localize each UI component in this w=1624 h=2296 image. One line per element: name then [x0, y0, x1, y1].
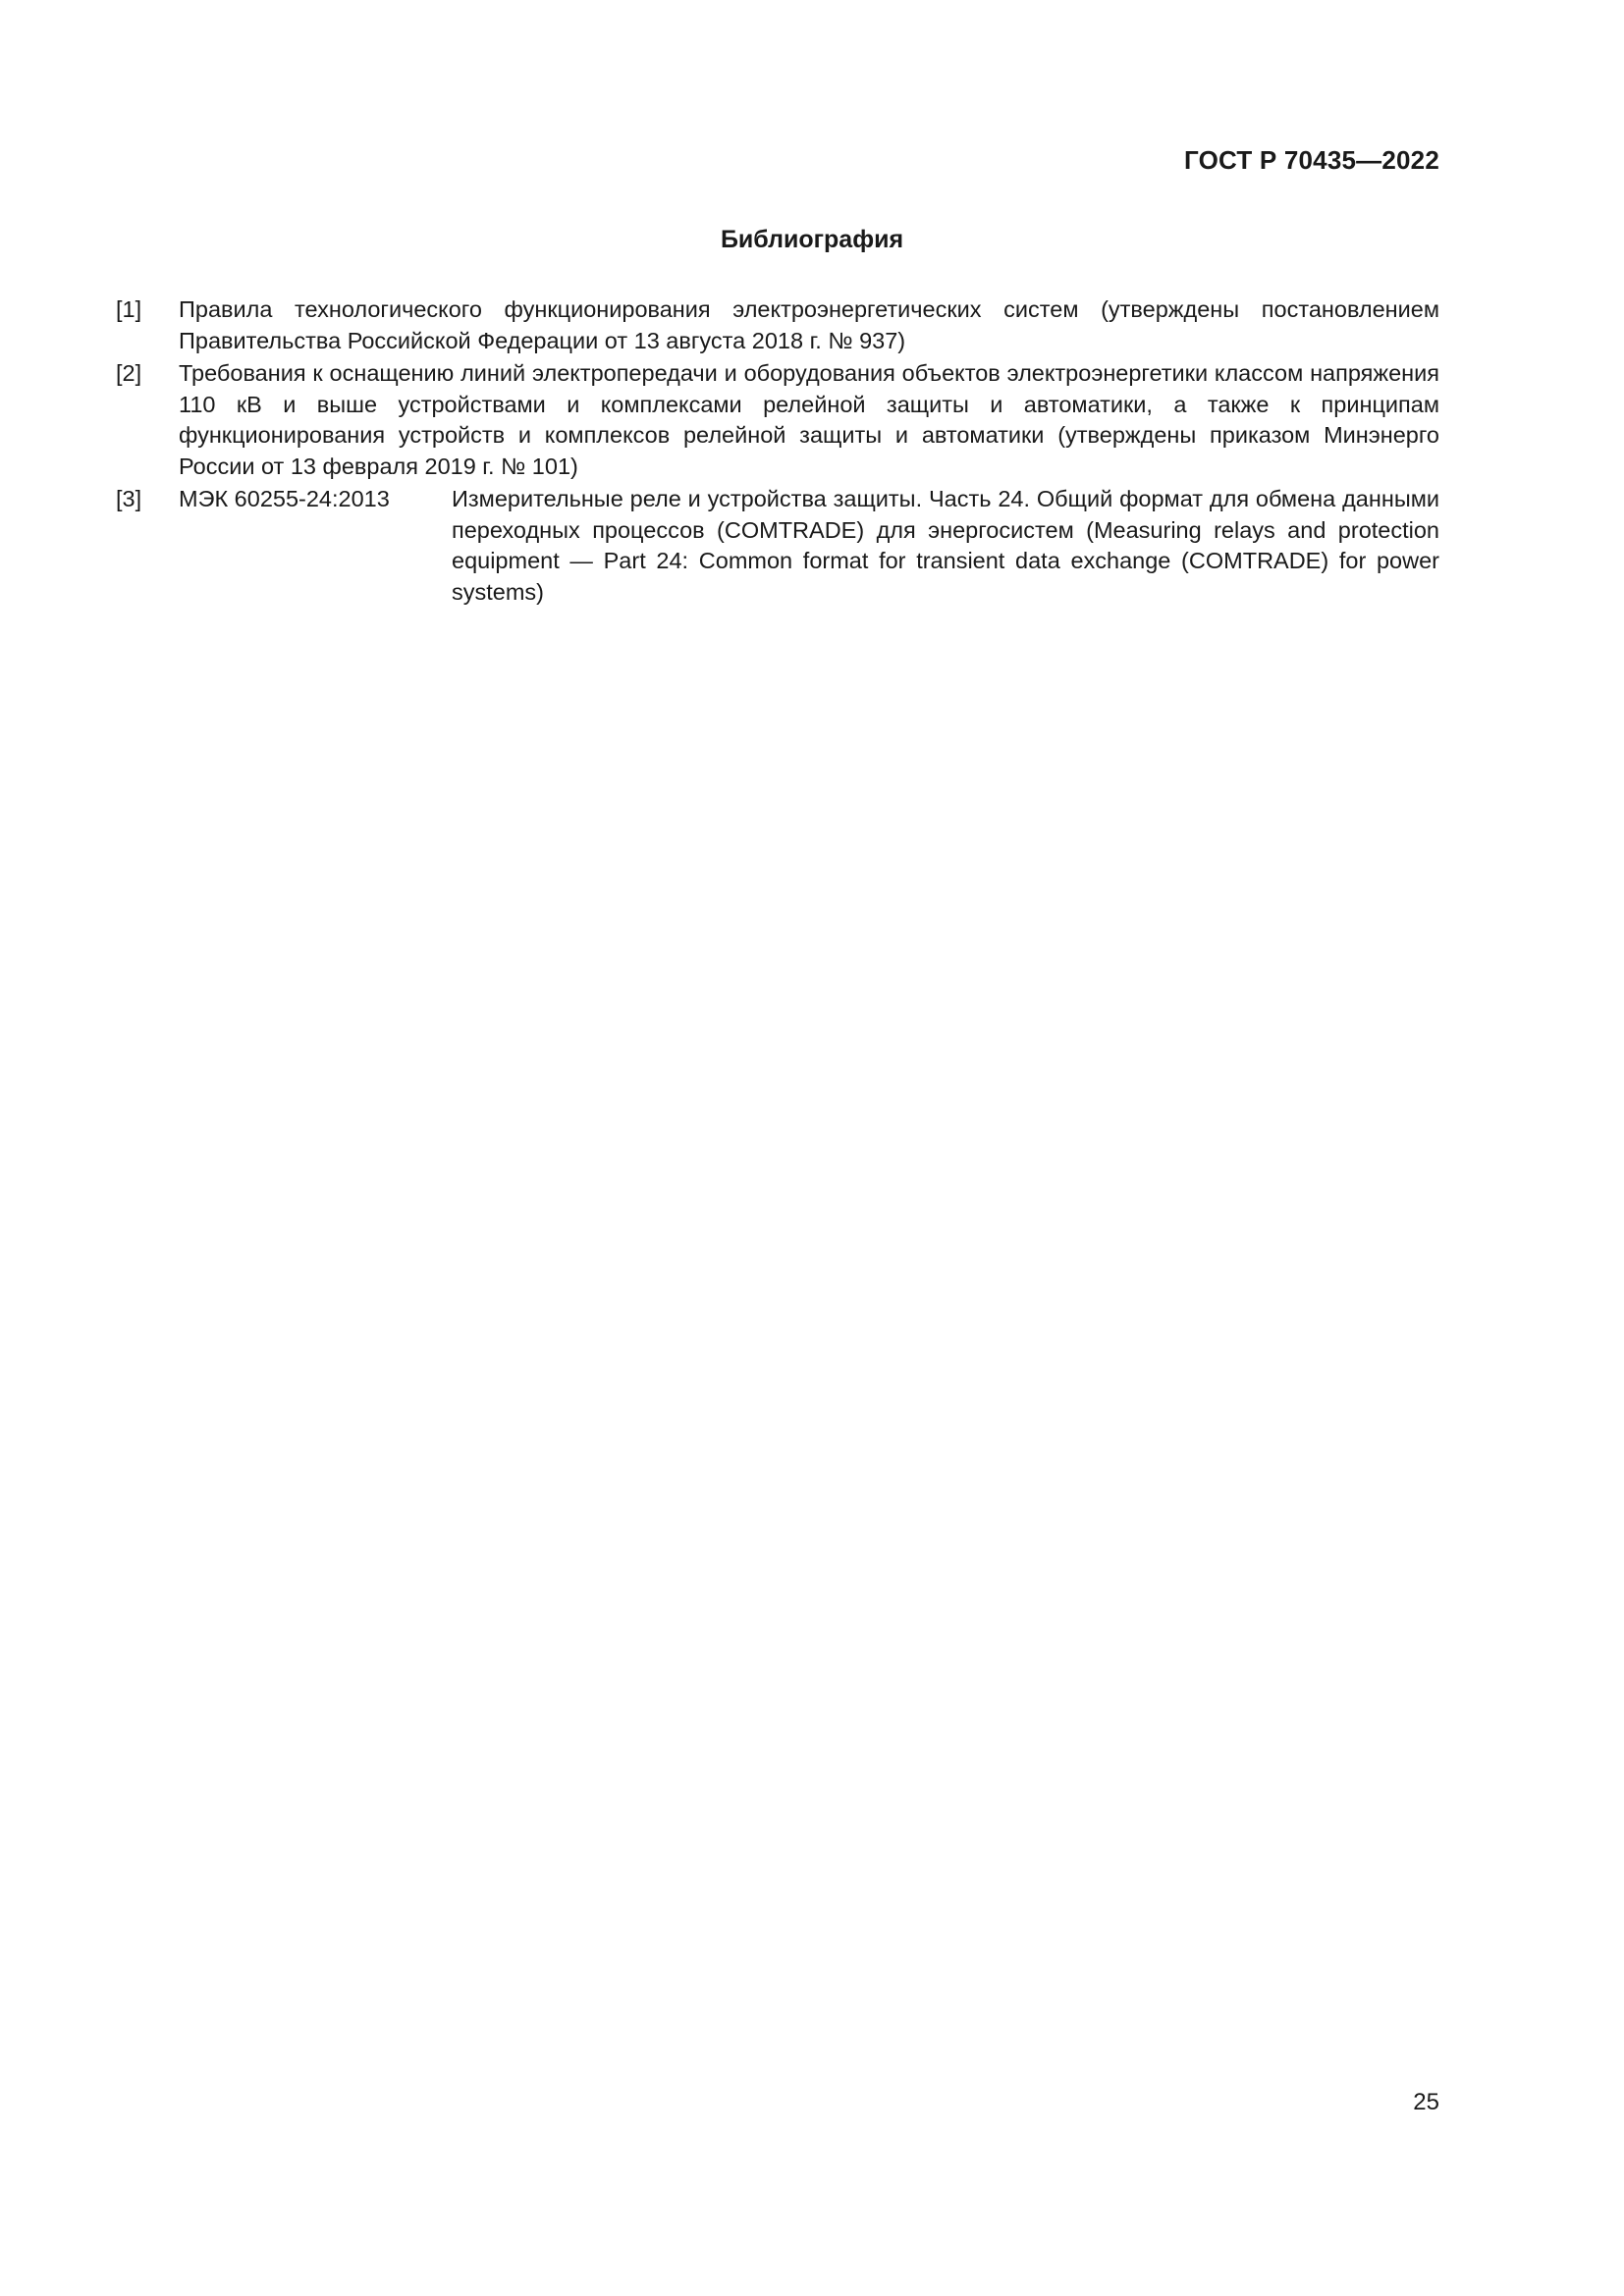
section-title: Библиография: [720, 226, 904, 253]
page-number: 25: [1413, 2089, 1439, 2115]
document-code: ГОСТ Р 70435—2022: [1184, 145, 1439, 175]
bibliography-entry-text: Измерительные реле и устройства защиты. Часть 24. Общий формат для обмена данными переходных процессов (COMTRADE) для энергосистем (Measuring relays and protection equipment — Part 24: Common format for transient data exchange (COMTRADE) for power systems): [452, 486, 1439, 605]
bibliography-entry-standard-code: МЭК 60255-24:2013: [179, 486, 390, 511]
bibliography-entry: [116, 294, 1439, 356]
bibliography-entry: [116, 358, 1439, 482]
bibliography-entry-text: Требования к оснащению линий электропередачи и оборудования объектов электроэнергетики классом напряжения 110 кВ и выше устройствами и комплексами релейной защиты и автоматики, а также к принципам функционирования устройств и комплексов релейной защиты и автоматики (утверждены приказом Минэнерго России от 13 февраля 2019 г. № 101): [179, 360, 1439, 479]
bibliography-list: [116, 294, 1439, 610]
bibliography-entry-number: [3]: [116, 486, 142, 511]
bibliography-entry-number: [2]: [116, 360, 142, 386]
bibliography-entry-text: Правила технологического функционирования электроэнергетических систем (утверждены постановлением Правительства Российской Федерации от 13 августа 2018 г. № 937): [179, 296, 1439, 353]
bibliography-entry-number: [1]: [116, 296, 142, 322]
bibliography-entry: [116, 484, 1439, 608]
